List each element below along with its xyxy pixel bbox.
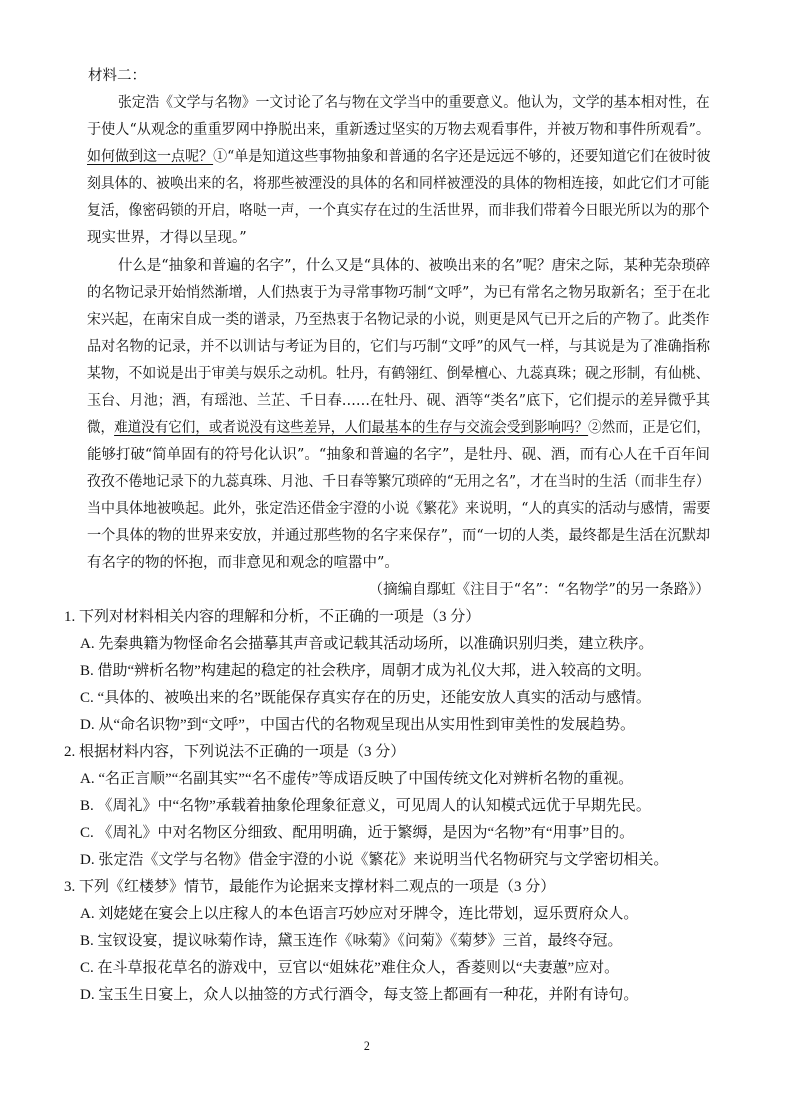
paragraph-line: 品对名物的记录，并不以训诂与考证为目的，它们与巧制“文呼”的风气一样，与其说是为了准确指称 [87,339,711,355]
option-d: D. 张定浩《文学与名物》借金宇澄的小说《繁花》来说明当代名物研究与文学密切相关。 [80,852,669,868]
paragraph-line: 什么是“抽象和普遍的名字”，什么又是“具体的、被唤出来的名”呢？唐宋之际，某种芜杂琐碎 [118,258,711,274]
option-d: D. 宝玉生日宴上，众人以抽签的方式行酒令，每支签上都画有一种花，并附有诗句。 [80,987,639,1003]
source-citation: （摘编自鄢虹《注目于“名”：“名物学”的另一条路》） [368,582,710,598]
paragraph-line: 宋兴起，在南宋自成一类的谱录，乃至热衷于名物记录的小说，则更是风气已开之后的产物了。此类作 [87,312,710,328]
option-c: C. “具体的、被唤出来的名”既能保存真实存在的历史，还能安放人真实的活动与感情。 [80,690,651,706]
page-number: 2 [363,1038,370,1053]
option-b: B. 借助“辨析名物”构建起的稳定的社会秩序，周朝才成为礼仪大邦，进入较高的文明。 [80,663,651,679]
paragraph-text: ②然而，正是它们， [588,420,710,436]
option-d: D. 从“命名识物”到“文呼”，中国古代的名物观呈现出从实用性到审美性的发展趋势。 [80,717,635,733]
paragraph-line [87,418,710,438]
paragraph-line: 一个具体的物的世界来安放，并通过那些物的名字来保存”，而“一切的人类，最终都是生活在沉默却 [87,528,711,544]
option-a: A. 先秦典籍为物怪命名会描摹其声音或记载其活动场所，以准确识别归类，建立秩序。 [80,636,654,652]
option-a: A. “名正言顺”“名副其实”“名不虚传”等成语反映了中国传统文化对辨析名物的重视。 [80,771,634,787]
underlined-question: 如何做到这一点呢？ [87,149,214,165]
paragraph-line: 当中具体地被唤起。此外，张定浩还借金宇澄的小说《繁花》来说明，“人的真实的活动与感情，需要 [87,501,711,517]
paragraph-line: 有名字的物的怀抱，而非意见和观念的喧嚣中”。 [87,555,399,571]
option-b: B. 宝钗设宴，提议咏菊作诗，黛玉连作《咏菊》《问菊》《菊梦》三首，最终夺冠。 [80,933,623,949]
question-stem: 2. 根据材料内容，下列说法不正确的一项是（3 分） [64,744,406,760]
option-a: A. 刘姥姥在宴会上以庄稼人的本色语言巧妙应对牙牌令，连比带划，逗乐贾府众人。 [80,906,639,922]
paragraph-line: 玉台、月池；酒，有瑶池、兰芷、千日春……在牡丹、砚、酒等“类名”底下，它们提示的差异微乎其 [87,393,711,409]
paragraph-line: 刻具体的、被唤出来的名，将那些被湮没的具体的名和同样被湮没的具体的物相连接，如此它们才可能 [87,176,710,192]
paragraph-line: 能够打破“简单固有的符号化认识”。“抽象和普遍的名字”，是牡丹、砚、酒，而有心人在千百年间 [87,447,710,463]
paragraph-line: 某物，不如说是出于审美与娱乐之动机。牡丹，有鹤翎红、倒晕檀心、九蕊真珠；砚之形制，有仙桃、 [87,366,710,382]
paragraph-line [87,147,711,167]
paragraph-line: 复活，像密码锁的开启，咯哒一声，一个真实存在过的生活世界，而非我们带着今日眼光所以为的那个 [87,203,710,219]
underlined-question: 难道没有它们，或者说没有这些差异，人们最基本的生存与交流会受到影响吗？ [114,420,589,436]
option-c: C. 《周礼》中对名物区分细致、配用明确，近于繁缛，是因为“名物”有“用事”目的。 [80,825,635,841]
paragraph-line: 现实世界，才得以呈现。” [87,230,247,246]
paragraph-line: 孜孜不倦地记录下的九蕊真珠、月池、千日春等繁冗琐碎的“无用之名”，才在当时的生活（而非生存） [87,474,710,490]
paragraph-text: 微， [87,420,115,436]
paragraph-line: 张定浩《文学与名物》一文讨论了名与物在文学当中的重要意义。他认为，文学的基本相对性，在 [118,95,710,111]
option-b: B. 《周礼》中“名物”承载着抽象伦理象征意义，可见周人的认知模式远优于早期先民。 [80,798,651,814]
option-c: C. 在斗草报花草名的游戏中，豆官以“姐妹花”难住众人，香菱则以“夫妻蕙”应对。 [80,960,620,976]
paragraph-line: 于使人“从观念的重重罗网中挣脱出来，重新透过坚实的万物去观看事件，并被万物和事件所观看”。 [87,122,711,138]
paragraph-text: ①“单是知道这些事物抽象和普通的名字还是远远不够的，还要知道它们在彼时彼 [213,149,711,165]
question-stem: 1. 下列对材料相关内容的理解和分析，不正确的一项是（3 分） [64,609,481,625]
paragraph-line: 的名物记录开始悄然渐增，人们热衷于为寻常事物巧制“文呼”，为已有常名之物另取新名；至于在北 [87,285,711,301]
material-heading: 材料二： [88,68,146,84]
question-stem: 3. 下列《红楼梦》情节，最能作为论据来支撑材料二观点的一项是（3 分） [64,879,556,895]
